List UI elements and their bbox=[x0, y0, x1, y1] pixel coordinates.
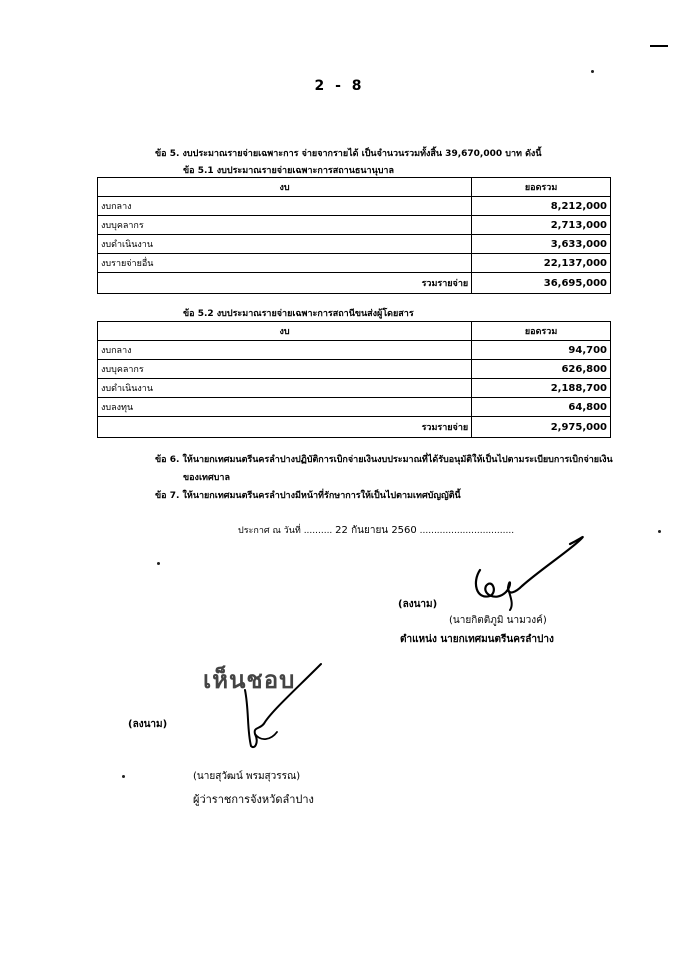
clause-5-2-title: ข้อ 5.2 งบประมาณรายจ่ายเฉพาะการสถานีขนส่งผู้โดยสาร bbox=[183, 309, 414, 319]
header-amount: ยอดรวม bbox=[472, 178, 611, 197]
clause-5-text: ข้อ 5. งบประมาณรายจ่ายเฉพาะการ จ่ายจากรายได้ เป็นจำนวนรวมทั้งสิ้น 39,670,000 บาท ดังนี้ bbox=[155, 149, 542, 159]
budget-table-5-2 bbox=[97, 321, 611, 438]
page-number: 2 - 8 bbox=[314, 78, 365, 94]
announce-prefix: ประกาศ ณ วันที่ bbox=[238, 526, 301, 536]
clause-6-line-2: ของเทศบาล bbox=[183, 473, 230, 483]
announce-date: 22 กันยายน 2560 bbox=[335, 525, 417, 536]
clause-6-line-1: ข้อ 6. ให้นายกเทศมนตรีนครลำปางปฏิบัติการเบิกจ่ายเงินงบประมาณที่ได้รับอนุมัติให้เป็นไปตามระเบียบการเบิกจ่ายเงิน bbox=[155, 455, 613, 465]
row-label: งบกลาง bbox=[98, 341, 472, 360]
total-label: รวมรายจ่าย bbox=[98, 273, 472, 294]
row-amount: 626,800 bbox=[472, 360, 611, 379]
approval-stamp: เห็นชอบ bbox=[203, 666, 296, 694]
table-row bbox=[98, 398, 611, 417]
dot-leader: .......... bbox=[303, 526, 333, 536]
row-label: งบลงทุน bbox=[98, 398, 472, 417]
row-amount: 8,212,000 bbox=[472, 197, 611, 216]
table-total-row bbox=[98, 273, 611, 294]
speck bbox=[591, 70, 594, 73]
total-amount: 2,975,000 bbox=[472, 417, 611, 438]
total-amount: 36,695,000 bbox=[472, 273, 611, 294]
clause-5-1-title: ข้อ 5.1 งบประมาณรายจ่ายเฉพาะการสถานธนานุบาล bbox=[183, 166, 394, 176]
signer-2-position: ผู้ว่าราชการจังหวัดลำปาง bbox=[193, 793, 314, 806]
row-amount: 22,137,000 bbox=[472, 254, 611, 273]
row-label: งบกลาง bbox=[98, 197, 472, 216]
row-label: งบบุคลากร bbox=[98, 360, 472, 379]
row-label: งบดำเนินงาน bbox=[98, 379, 472, 398]
row-label: งบรายจ่ายอื่น bbox=[98, 254, 472, 273]
header-item: งบ bbox=[98, 322, 472, 341]
row-amount: 64,800 bbox=[472, 398, 611, 417]
corner-mark bbox=[650, 45, 668, 47]
table-header-row bbox=[98, 322, 611, 341]
table-row bbox=[98, 197, 611, 216]
table-row bbox=[98, 360, 611, 379]
row-amount: 2,713,000 bbox=[472, 216, 611, 235]
signer-1-name: (นายกิตติภูมิ นามวงค์) bbox=[449, 615, 547, 626]
signature-1 bbox=[450, 530, 610, 620]
row-label: งบดำเนินงาน bbox=[98, 235, 472, 254]
row-label: งบบุคลากร bbox=[98, 216, 472, 235]
row-amount: 3,633,000 bbox=[472, 235, 611, 254]
speck bbox=[658, 530, 661, 533]
signature-2 bbox=[225, 650, 335, 760]
signer-1-sign-label: (ลงนาม) bbox=[398, 599, 438, 610]
header-item: งบ bbox=[98, 178, 472, 197]
signer-2-name: (นายสุวัฒน์ พรมสุวรรณ) bbox=[193, 771, 301, 782]
table-header-row bbox=[98, 178, 611, 197]
table-row bbox=[98, 254, 611, 273]
signer-1-position: ตำแหน่ง นายกเทศมนตรีนครลำปาง bbox=[400, 634, 554, 645]
speck bbox=[157, 562, 160, 565]
table-row bbox=[98, 341, 611, 360]
table-row bbox=[98, 235, 611, 254]
table-row bbox=[98, 379, 611, 398]
header-amount: ยอดรวม bbox=[472, 322, 611, 341]
total-label: รวมรายจ่าย bbox=[98, 417, 472, 438]
clause-7-text: ข้อ 7. ให้นายกเทศมนตรีนครลำปางมีหน้าที่รักษาการให้เป็นไปตามเทศบัญญัตินี้ bbox=[155, 491, 461, 501]
budget-table-5-1 bbox=[97, 177, 611, 294]
signer-2-sign-label: (ลงนาม) bbox=[128, 719, 168, 730]
table-row bbox=[98, 216, 611, 235]
row-amount: 2,188,700 bbox=[472, 379, 611, 398]
speck bbox=[122, 775, 125, 778]
table-total-row bbox=[98, 417, 611, 438]
row-amount: 94,700 bbox=[472, 341, 611, 360]
dot-leader: ................................. bbox=[419, 526, 515, 536]
